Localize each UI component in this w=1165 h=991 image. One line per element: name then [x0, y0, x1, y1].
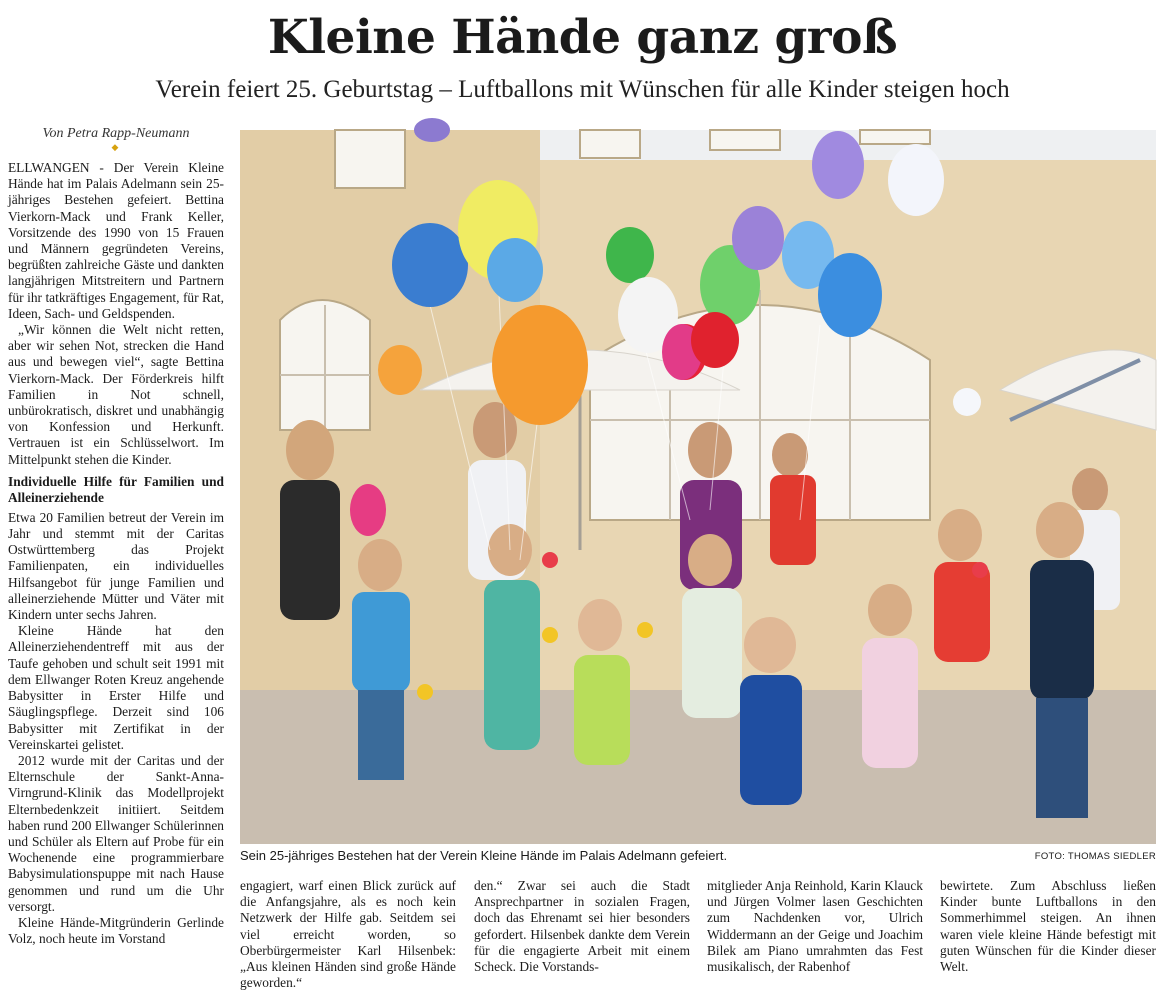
article-column-1: [8, 160, 224, 975]
article-intro: ELLWANGEN - Der Verein Kleine Hände hat im Palais Adelmann sein 25-jähriges Bestehen gefeiert. Bettina Vierkorn-Mack und Frank Keller, Vorsitzende des 1990 von 15 Frauen und Männern gegründeten Vereins, begrüßten zahlreiche Gäste und dankten langjährigen Mitstreitern und Partnern für ihr tatkräftiges Engagement, für Rat, Ideen, Sach- und Geldspenden.: [8, 160, 224, 321]
article-paragraph: Kleine Hände hat den Alleinerziehendentreff mit aus der Taufe gehoben und schult seit 1991 mit dem Ellwanger Roten Kreuz angehende Babysitter in Erster Hilfe und Säuglingspflege. Derzeit sind 106 Babysitter mit Zertifikat in der Vereinskartei gelistet.: [8, 623, 224, 752]
photo-credit: FOTO: THOMAS SIEDLER: [1034, 851, 1156, 862]
article-column-text: bewirtete. Zum Abschluss ließen Kinder bunte Luftballons in den Sommerhimmel steigen. An ihnen waren viele kleine Hände befestigt mit guten Wünschen für die Kinder dieser Welt.: [940, 878, 1156, 975]
photo-caption: Sein 25-jähriges Bestehen hat der Verein Kleine Hände im Palais Adelmann gefeiert.: [240, 848, 728, 863]
article-column-4: [707, 878, 923, 978]
photo-illustration: [240, 130, 1156, 844]
article-paragraph: 2012 wurde mit der Caritas und der Elternschule der Sankt-Anna-Virngrund-Klinik das Modellprojekt Elternbedenkzeit initiiert. Seitdem haben rund 200 Ellwanger Schülerinnen und Schüler als Eltern auf Probe für ein Wochenende eine programmierbare Babysimulationspuppe mit nach Hause genommen und rund um die Uhr versorgt.: [8, 752, 224, 914]
article-column-text: engagiert, warf einen Blick zurück auf die Anfangsjahre, als es noch kein Netzwerk der Hilfe gab. Seitdem sei viel erreicht worden, so Oberbürgermeister Karl Hilsenbek: „Aus kleinen Händen sind große Hände geworden.“: [240, 878, 456, 991]
article-subheading: Individuelle Hilfe für Familien und Alleinerziehende: [8, 473, 224, 505]
article-photo: [240, 130, 1156, 844]
article-headline: Kleine Hände ganz groß: [267, 10, 898, 65]
byline-ornament: ◆: [111, 142, 119, 152]
article-column-3: [474, 878, 690, 978]
article-column-2: [240, 878, 456, 991]
article-subheadline: Verein feiert 25. Geburtstag – Luftballons mit Wünschen für alle Kinder steigen hoch: [155, 76, 1010, 103]
article-quote: „Wir können die Welt nicht retten, aber wir sehen Not, strecken die Hand aus und bewegen viel“, sagte Bettina Vierkorn-Mack. Der Förderkreis hilft Familien in Not schnell, unbürokratisch, diskret und unabhängig von Konfession und Herkunft. Vertrauen ist ein Schlüsselwort. Im Mittelpunkt stehen die Kinder.: [8, 322, 224, 467]
article-column-text: den.“ Zwar sei auch die Stadt Ansprechpartner in sozialen Fragen, doch das Ehrenamt sei hier besonders gefordert. Hilsenbek dankte dem Verein für die engagierte Arbeit mit einem Scheck. Die Vorstands-: [474, 878, 690, 975]
article-paragraph: Etwa 20 Familien betreut der Verein im Jahr und stemmt mit der Caritas Ostwürttemberg das Projekt Familienpaten, ein individuelles Hilfsangebot für junge Familien und alleinerziehende Mütter und Väter mit Kindern unter sechs Jahren.: [8, 509, 224, 623]
article-column-text: mitglieder Anja Reinhold, Karin Klauck und Jürgen Volmer lasen Geschichten zum Nachdenken vor, Ulrich Widdermann an der Geige und Joachim Bilek am Piano umrahmten das Fest musikalisch, der Rabenhof: [707, 878, 923, 975]
article-column-5: [940, 878, 1156, 978]
byline: Von Petra Rapp-Neumann: [42, 126, 190, 141]
article-paragraph: Kleine Hände-Mitgründerin Gerlinde Volz, noch heute im Vorstand: [8, 914, 224, 947]
